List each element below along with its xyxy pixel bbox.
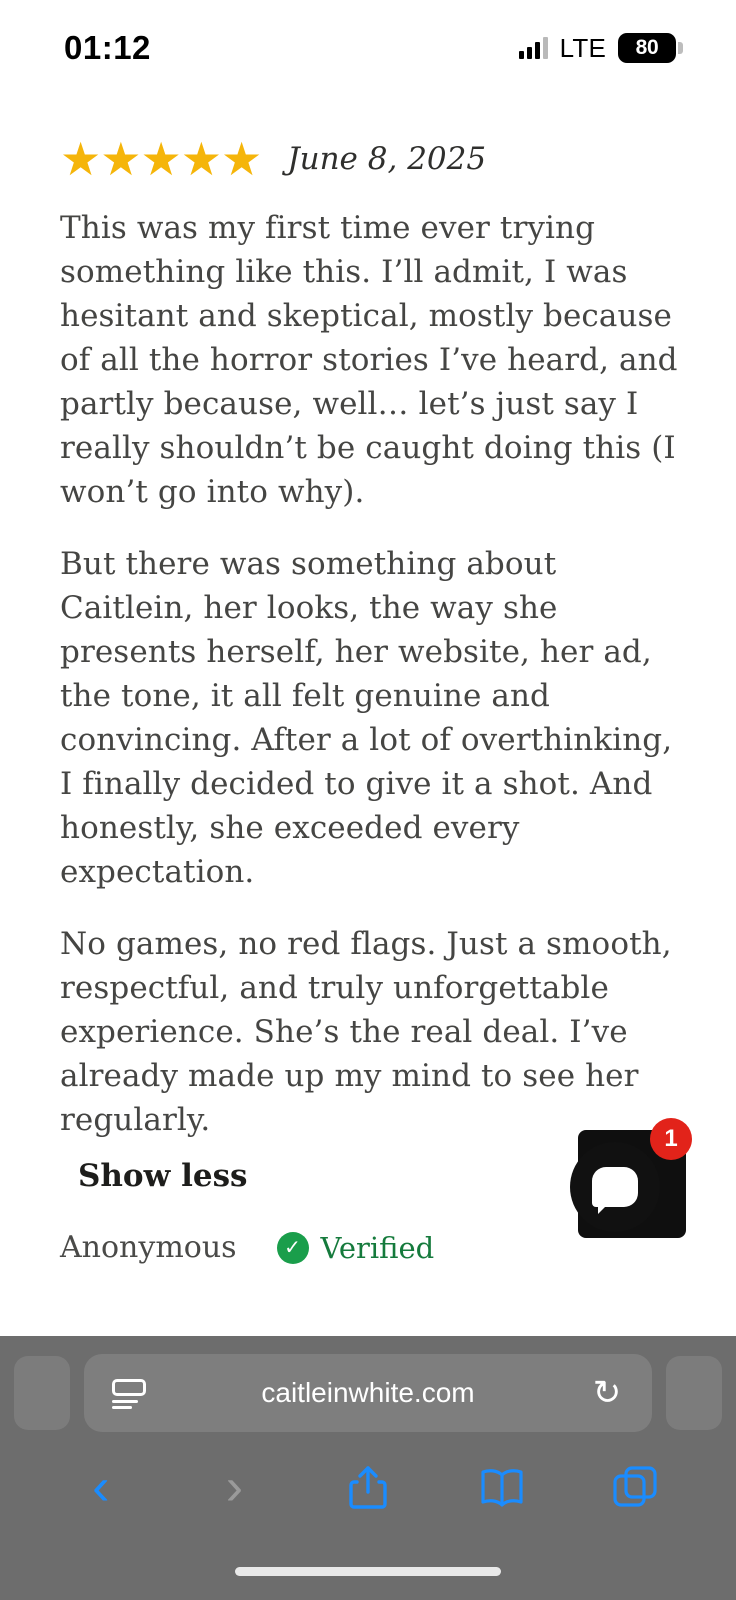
status-badge — [277, 1231, 435, 1265]
signal-bars-icon — [519, 37, 548, 59]
share-button[interactable] — [331, 1450, 405, 1524]
review-paragraph: No games, no red flags. Just a smooth, respectful, and truly unforgettable experience. She’s the real deal. I’ve already made up my mind to see her regularly. — [60, 926, 672, 1139]
share-icon — [348, 1464, 388, 1510]
review-author: Anonymous — [60, 1230, 237, 1266]
next-tab-stub[interactable] — [666, 1356, 722, 1430]
reader-view-icon[interactable] — [112, 1379, 146, 1407]
battery-level: 80 — [635, 36, 659, 59]
rating-stars: ★★★★★ — [60, 132, 262, 186]
previous-tab-stub[interactable] — [14, 1356, 70, 1430]
forward-button[interactable] — [197, 1450, 271, 1524]
chevron-right-icon: › — [225, 1458, 244, 1516]
tabs-icon — [612, 1465, 658, 1509]
browser-chrome — [0, 1336, 736, 1600]
bookmarks-button[interactable] — [465, 1450, 539, 1524]
check-icon: ✓ — [277, 1232, 309, 1264]
status-indicators — [519, 33, 676, 64]
chat-unread-badge: 1 — [650, 1118, 692, 1160]
status-bar — [0, 0, 736, 96]
back-button[interactable] — [64, 1450, 138, 1524]
chat-bubble-icon[interactable] — [570, 1142, 660, 1232]
browser-toolbar — [0, 1432, 736, 1542]
chevron-left-icon: ‹ — [92, 1458, 110, 1516]
status-time: 01:12 — [64, 29, 151, 66]
home-indicator[interactable] — [235, 1567, 501, 1576]
address-bar[interactable] — [84, 1354, 652, 1432]
tabs-button[interactable] — [598, 1450, 672, 1524]
home-indicator-area — [0, 1542, 736, 1600]
review-body — [60, 206, 680, 1194]
bookmarks-icon — [479, 1466, 525, 1508]
review-header — [60, 132, 680, 186]
battery-icon — [618, 33, 676, 63]
review-paragraph: But there was something about Caitlein, her looks, the way she presents herself, her website, her ad, the tone, it all felt genuine and convincing. After a lot of overthinking, I finally decided to give it a shot. And honestly, she exceeded every expectation. — [60, 546, 673, 891]
verified-label: Verified — [320, 1230, 435, 1265]
show-less-button[interactable]: Show less — [78, 1158, 248, 1195]
url-text[interactable]: caitleinwhite.com — [261, 1377, 475, 1408]
review-date: June 8, 2025 — [287, 141, 487, 177]
url-row — [0, 1354, 736, 1432]
chat-bubble-glyph — [592, 1167, 638, 1207]
carrier-label: LTE — [559, 32, 606, 63]
reload-icon[interactable]: ↻ — [592, 1374, 622, 1412]
chat-widget[interactable] — [578, 1125, 686, 1238]
review-paragraph: This was my first time ever trying something like this. I’ll admit, I was hesitant and skeptical, mostly because of all the horror stories I’ve heard, and partly because, well… let’s just say I really shouldn’t be caught doing this (I won’t go into why). — [60, 210, 678, 511]
